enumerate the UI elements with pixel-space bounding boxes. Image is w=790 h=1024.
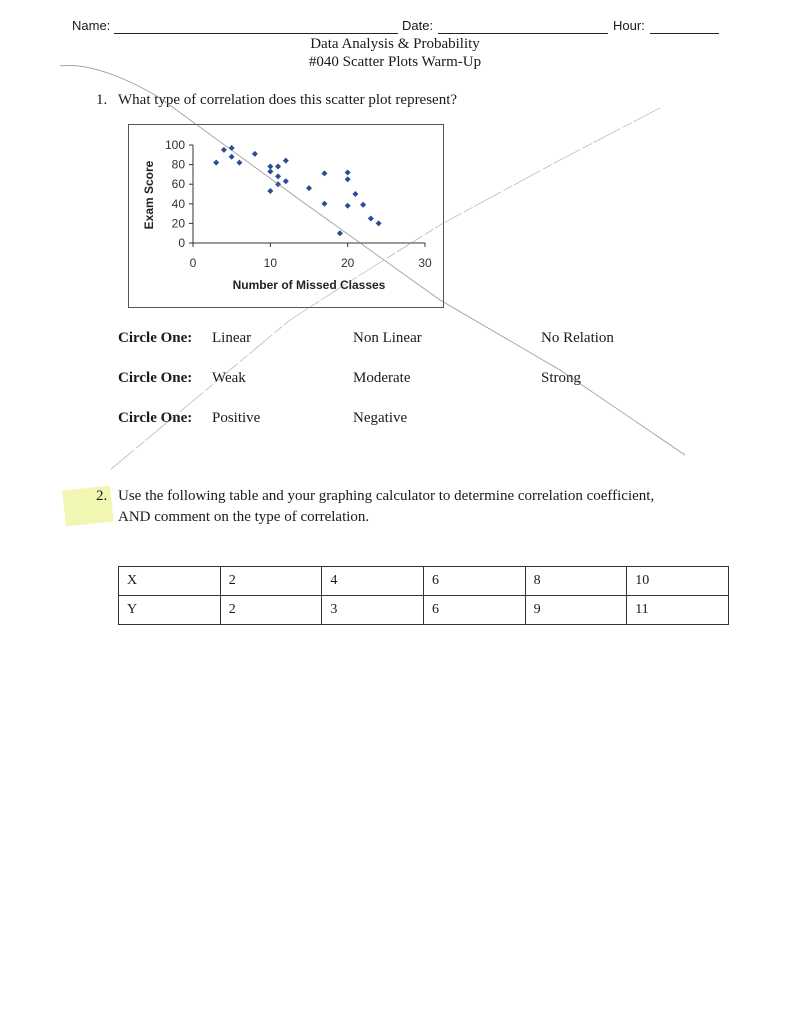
page-title: Data Analysis & Probability bbox=[310, 36, 480, 52]
date-blank[interactable] bbox=[438, 33, 608, 34]
scatter-point bbox=[345, 169, 351, 175]
table-cell: X bbox=[119, 567, 221, 596]
option-moderate[interactable]: Moderate bbox=[353, 370, 411, 386]
scatter-point bbox=[283, 158, 289, 164]
table-cell: 6 bbox=[423, 567, 525, 596]
x-tick-label: 10 bbox=[263, 256, 278, 270]
scatter-point bbox=[306, 185, 312, 191]
y-tick-label: 20 bbox=[171, 216, 185, 231]
question-1-text: What type of correlation does this scatter plot represent? bbox=[118, 92, 458, 108]
table-cell: 8 bbox=[525, 567, 627, 596]
scatter-point bbox=[321, 170, 327, 176]
scatter-point bbox=[267, 168, 273, 174]
scatter-point bbox=[275, 181, 281, 187]
scatter-point bbox=[236, 160, 242, 166]
scatter-point bbox=[221, 147, 227, 153]
circle-one-label-3: Circle One: bbox=[118, 410, 193, 426]
scatter-point bbox=[275, 164, 281, 170]
option-non-linear[interactable]: Non Linear bbox=[353, 330, 422, 346]
scatter-point bbox=[368, 216, 374, 222]
table-cell: 3 bbox=[322, 596, 424, 625]
question-2-text-line-1: Use the following table and your graphing calculator to determine correlation coefficient, bbox=[118, 488, 655, 504]
scatter-point bbox=[283, 178, 289, 184]
table-row-y bbox=[119, 596, 729, 625]
scatter-chart bbox=[128, 124, 444, 308]
option-no-relation[interactable]: No Relation bbox=[541, 330, 614, 346]
scatter-point bbox=[213, 160, 219, 166]
page-subtitle: #040 Scatter Plots Warm-Up bbox=[308, 54, 482, 70]
scatter-plot-svg bbox=[129, 125, 443, 307]
scatter-point bbox=[321, 201, 327, 207]
option-positive[interactable]: Positive bbox=[212, 410, 261, 426]
x-tick-label: 30 bbox=[418, 256, 432, 270]
name-blank[interactable] bbox=[114, 33, 398, 34]
option-negative[interactable]: Negative bbox=[353, 410, 408, 426]
y-tick-label: 80 bbox=[171, 157, 185, 172]
table-cell: 2 bbox=[220, 567, 322, 596]
hour-blank[interactable] bbox=[650, 33, 719, 34]
data-table bbox=[118, 566, 729, 625]
circle-one-label-1: Circle One: bbox=[118, 330, 193, 346]
circle-one-label-2: Circle One: bbox=[118, 370, 193, 386]
name-label: Name: bbox=[72, 18, 111, 33]
scatter-point bbox=[229, 154, 235, 160]
scatter-point bbox=[352, 191, 358, 197]
question-1-number: 1. bbox=[96, 92, 108, 108]
option-strong[interactable]: Strong bbox=[541, 370, 582, 386]
x-axis-label: Number of Missed Classes bbox=[232, 278, 386, 292]
scatter-point bbox=[337, 230, 343, 236]
y-tick-label: 100 bbox=[164, 138, 185, 152]
y-tick-label: 40 bbox=[171, 196, 185, 211]
table-cell: 9 bbox=[525, 596, 627, 625]
hour-label: Hour: bbox=[613, 18, 645, 33]
scatter-point bbox=[252, 151, 258, 157]
table-cell: 10 bbox=[627, 567, 729, 596]
scatter-point bbox=[345, 203, 351, 209]
question-2-number: 2. bbox=[96, 488, 108, 504]
table-cell: 2 bbox=[220, 596, 322, 625]
scatter-point bbox=[267, 188, 273, 194]
scatter-point bbox=[360, 202, 366, 208]
table-cell: 11 bbox=[627, 596, 729, 625]
x-tick-label: 0 bbox=[189, 256, 197, 270]
scatter-point bbox=[229, 145, 235, 151]
table-row-x bbox=[119, 567, 729, 596]
scatter-point bbox=[345, 176, 351, 182]
table-cell: 6 bbox=[423, 596, 525, 625]
table-cell: 4 bbox=[322, 567, 424, 596]
table-cell: Y bbox=[119, 596, 221, 625]
y-tick-label: 60 bbox=[171, 177, 185, 192]
option-weak[interactable]: Weak bbox=[212, 370, 246, 386]
date-label: Date: bbox=[402, 18, 434, 33]
question-2-text-line-2: AND comment on the type of correlation. bbox=[118, 509, 370, 525]
x-tick-label: 20 bbox=[340, 256, 355, 270]
option-linear[interactable]: Linear bbox=[212, 330, 252, 346]
y-tick-label: 0 bbox=[178, 236, 185, 250]
scatter-point bbox=[275, 173, 281, 179]
scatter-point bbox=[376, 220, 382, 226]
y-axis-label: Exam Score bbox=[142, 160, 156, 230]
